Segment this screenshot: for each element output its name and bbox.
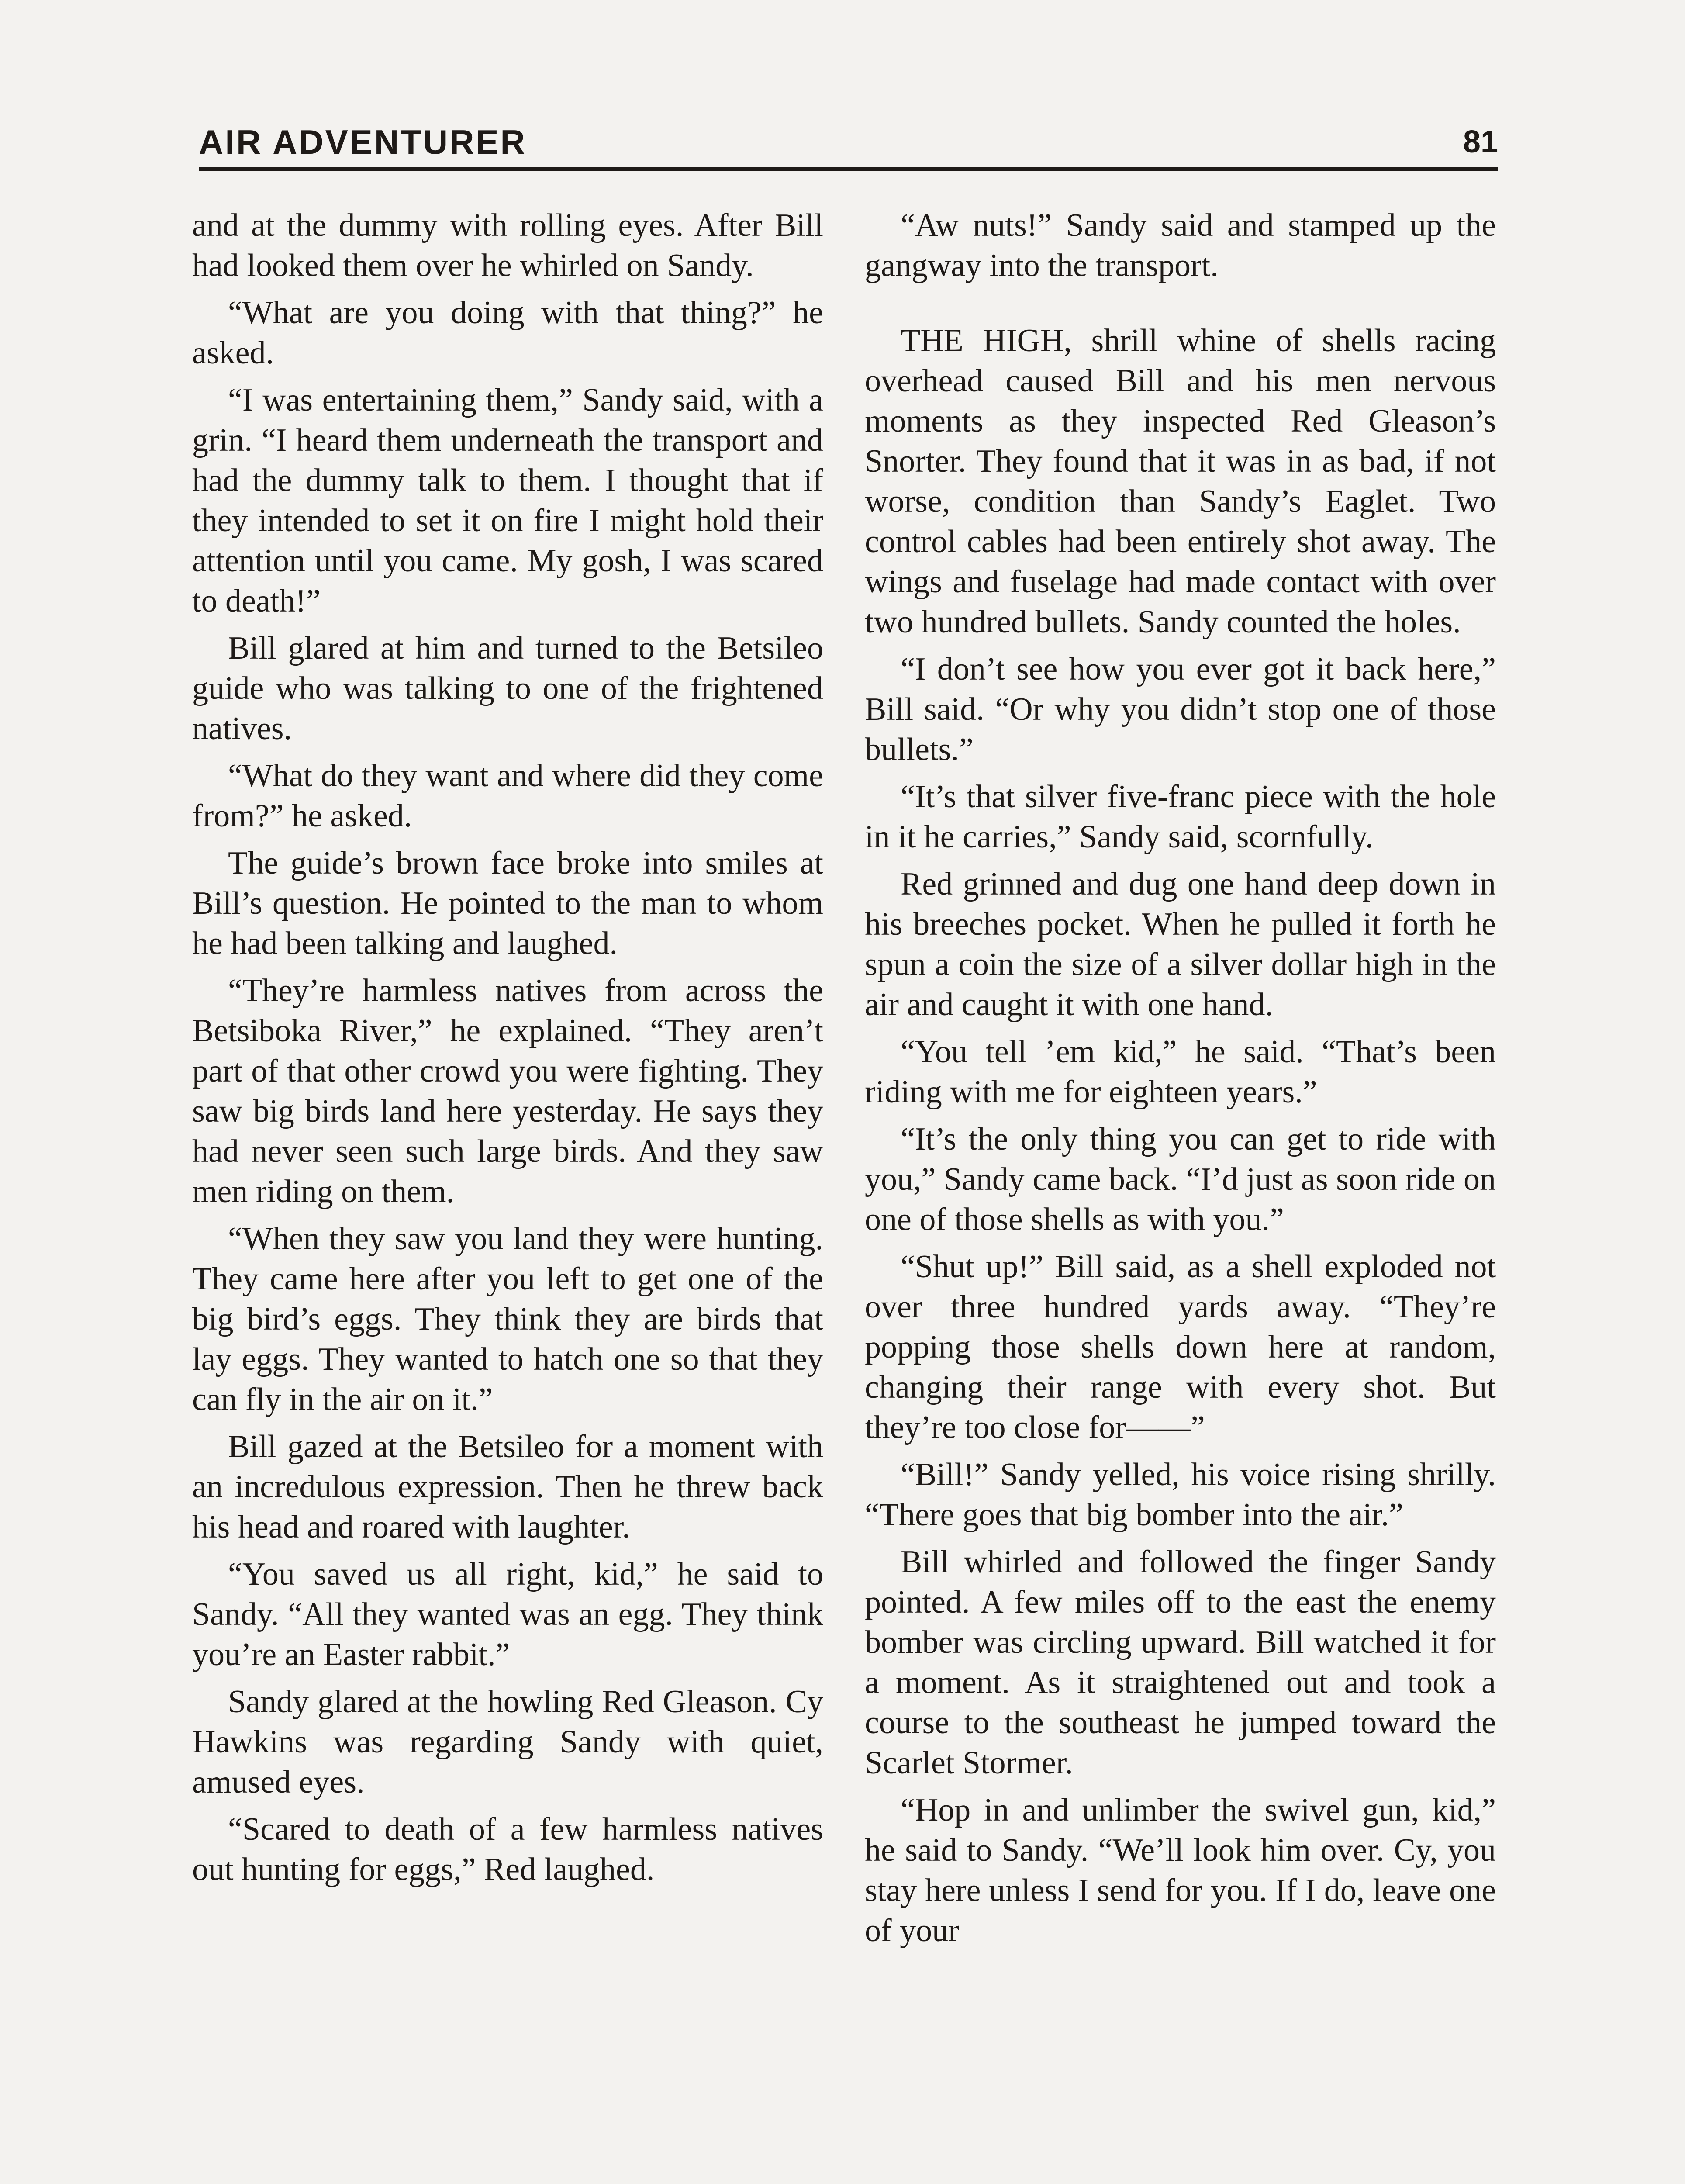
- paragraph: “What are you doing with that thing?” he asked.: [192, 295, 823, 371]
- paragraph: “When they saw you land they were hunting. They came here after you left to get one of the big bird’s eggs. They think they are birds that lay eggs. They wanted to hatch one so that they can fly in the air on it.”: [192, 1221, 823, 1417]
- paragraph: Bill gazed at the Betsileo for a moment with an incredulous expression. Then he threw back his head and roared with laughter.: [192, 1429, 823, 1545]
- paragraph: “Hop in and unlimber the swivel gun, kid,” he said to Sandy. “We’ll look him over. Cy, you stay here unless I send for you. If I do, leave one of your: [865, 1792, 1496, 1949]
- paragraph: and at the dummy with rolling eyes. After Bill had looked them over he whirled on Sandy.: [192, 207, 823, 283]
- paragraph: “It’s that silver five-franc piece with the hole in it he carries,” Sandy said, scornfully.: [865, 779, 1496, 855]
- paragraph: Bill glared at him and turned to the Betsileo guide who was talking to one of the frightened natives.: [192, 630, 823, 746]
- paragraph: “Scared to death of a few harmless natives out hunting for eggs,” Red laughed.: [192, 1811, 823, 1887]
- paragraph: “Bill!” Sandy yelled, his voice rising shrilly. “There goes that big bomber into the air.”: [865, 1457, 1496, 1533]
- paragraph: “Shut up!” Bill said, as a shell exploded not over three hundred yards away. “They’re popping those shells down here at random, changing their range with every shot. But they’re too close for——”: [865, 1249, 1496, 1445]
- paragraph: “I was entertaining them,” Sandy said, with a grin. “I heard them underneath the transport and had the dummy talk to them. I thought that if they intended to set it on fire I might hold their attention until you came. My gosh, I was scared to death!”: [192, 382, 823, 619]
- paragraph: Red grinned and dug one hand deep down in his breeches pocket. When he pulled it forth he spun a coin the size of a silver dollar high in the air and caught it with one hand.: [865, 866, 1496, 1023]
- section-opening-paragraph: THE HIGH, shrill whine of shells racing overhead caused Bill and his men nervous moments as they inspected Red Gleason’s Snorter. They found that it was in as bad, if not worse, condition than Sandy’s Eaglet. Two control cables had been entirely shot away. The wings and fuselage had made contact with over two hundred bullets. Sandy counted the holes.: [865, 323, 1496, 640]
- running-title: AIR ADVENTURER: [199, 123, 527, 161]
- header-rule: [199, 167, 1498, 171]
- paragraph: “I don’t see how you ever got it back here,” Bill said. “Or why you didn’t stop one of those bullets.”: [865, 651, 1496, 767]
- paragraph: “Aw nuts!” Sandy said and stamped up the gangway into the transport.: [865, 207, 1496, 283]
- paragraph: The guide’s brown face broke into smiles at Bill’s question. He pointed to the man to whom he had been talking and laughed.: [192, 845, 823, 961]
- left-column: [192, 205, 823, 1897]
- page-number: 81: [1463, 124, 1498, 159]
- paragraph: Bill whirled and followed the finger Sandy pointed. A few miles off to the east the enemy bomber was circling upward. Bill watched it for a moment. As it straightened out and took a course to the southeast he jumped toward the Scarlet Stormer.: [865, 1544, 1496, 1781]
- right-column: [865, 205, 1496, 1958]
- paragraph: “What do they want and where did they come from?” he asked.: [192, 758, 823, 834]
- paragraph: “You saved us all right, kid,” he said to Sandy. “All they wanted was an egg. They think you’re an Easter rabbit.”: [192, 1556, 823, 1673]
- paragraph: “It’s the only thing you can get to ride with you,” Sandy came back. “I’d just as soon ride on one of those shells as with you.”: [865, 1121, 1496, 1237]
- paragraph: “You tell ’em kid,” he said. “That’s been riding with me for eighteen years.”: [865, 1034, 1496, 1110]
- paragraph: Sandy glared at the howling Red Gleason. Cy Hawkins was regarding Sandy with quiet, amused eyes.: [192, 1684, 823, 1800]
- page-header: [199, 120, 1498, 168]
- paragraph: “They’re harmless natives from across the Betsiboka River,” he explained. “They aren’t part of that other crowd you were fighting. They saw big birds land here yesterday. He says they had never seen such large birds. And they saw men riding on them.: [192, 973, 823, 1209]
